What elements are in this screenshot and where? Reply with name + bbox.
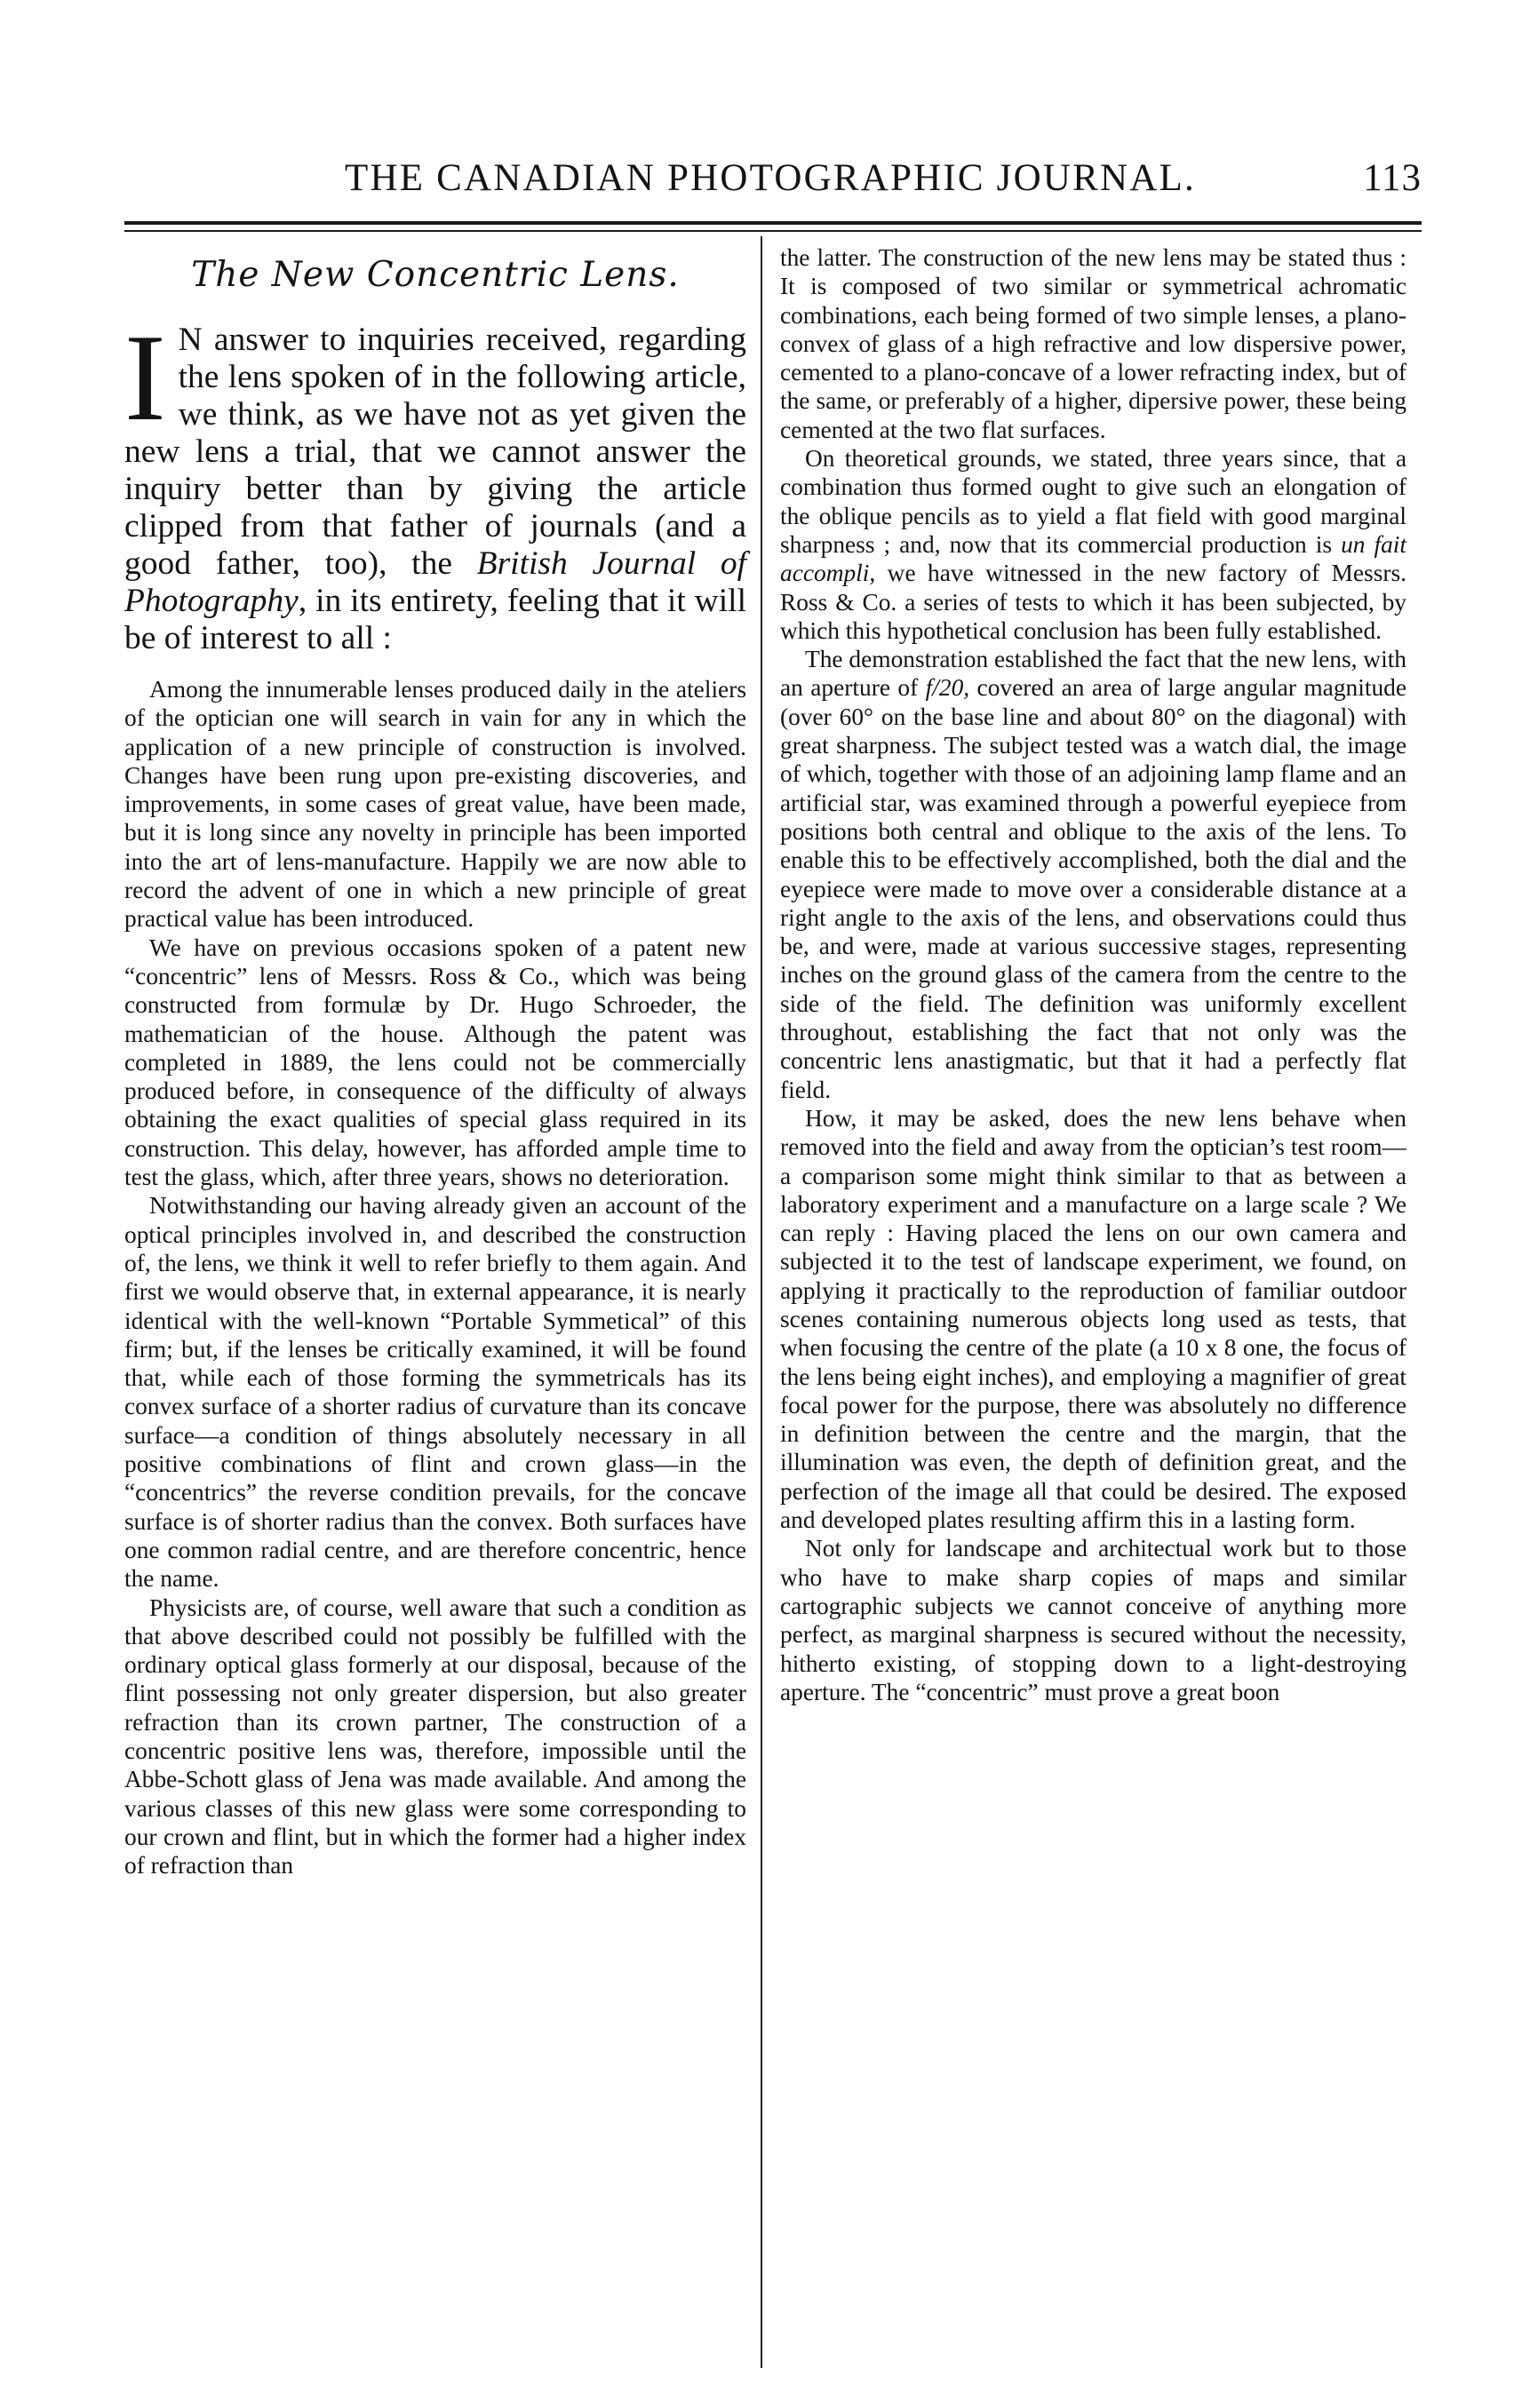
article-title: The New Concentric Lens.: [191, 255, 680, 295]
journal-name: British Journal of Photography: [124, 545, 746, 619]
body-paragraph: How, it may be asked, does the new lens behave when removed into the field and away from the optician’s test room—a comparison some might think similar to that as between a laboratory experiment and a manufacture on a large scale ? We can reply : Having placed the lens on our own camera and subjected it to the test of landscape experiment, we found, on applying it practically to the reproduction of familiar outdoor scenes containing numerous objects long used as tests, that when focusing the centre of the plate (a 10 x 8 one, the focus of the lens being eight inches), and employing a magnifier of great focal power for the purpose, there was absolutely no difference in definition between the centre and the margin, that the illumination was even, the depth of definition great, and the perfection of the image all that could be desired. The exposed and developed plates resulting affirm this in a lasting form.: [780, 1104, 1406, 1534]
body-paragraph: Among the innumerable lenses produced daily in the ateliers of the optician one will search in vain for any in which the application of a new principle of construction is involved. Changes have been rung upon pre-existing discoveries, and improvements, in some cases of great value, have been made, but it is long since any novelty in principle has been imported into the art of lens-manufacture. Happily we are now able to record the advent of one in which a new principle of great practical value has been introduced.: [124, 676, 746, 933]
body-paragraph: We have on previous occasions spoken of a patent new “concentric” lens of Messrs. Ross & Co., which was being constructed from formulæ by Dr. Hugo Schroeder, the mathematician of the house. Although the patent was completed in 1889, the lens could not be commercially produced before, in consequence of the difficulty of always obtaining the exact qualities of special glass required in its construction. This delay, however, has afforded ample time to test the glass, which, after three years, shows no deterioration.: [124, 934, 746, 1191]
body-paragraph: Notwithstanding our having already given an account of the optical principles involved in, and described the construction of, the lens, we think it well to refer briefly to them again. And first we would observe that, in external appearance, it is nearly identical with the well-known “Portable Symmetical” of this firm; but, if the lenses be critically examined, it will be found that, while each of those forming the symmetricals has its convex surface of a shorter radius of curvature than its concave surface—a condition of things absolutely necessary in all positive combinations of flint and crown glass—in the “concentrics” the reverse condition prevails, for the concave surface is of shorter radius than the convex. Both surfaces have one common radial centre, and are therefore concentric, hence the name.: [124, 1192, 746, 1593]
body-paragraph: Not only for landscape and architectual work but to those who have to make sharp copies of maps and similar cartographic subjects we cannot conceive of anything more perfect, as marginal sharpness is secured without the necessity, hitherto existing, of stopping down to a light-destroying aperture. The “concentric” must prove a great boon: [780, 1535, 1406, 1705]
body-paragraph: [780, 444, 1406, 645]
left-column: [124, 243, 746, 1880]
intro-text-a: N answer to inquiries received, regarding the lens spoken of in the following article, we think, as we have not as yet given the new lens a trial, that we cannot answer the inquiry better than by giving the article clipped from that father of journals (and a good father, too), the: [124, 322, 746, 582]
header-rule-thick: [124, 221, 1422, 225]
running-title: THE CANADIAN PHOTOGRAPHIC JOURNAL.: [345, 157, 1196, 199]
header-rule-thin: [124, 230, 1422, 232]
page-header: [124, 156, 1422, 206]
intro-paragraph: [124, 309, 746, 657]
right-column: [780, 243, 1406, 1706]
column-divider: [761, 236, 762, 2368]
p3-text-b: covered an area of large angular magnitude (over 60° on the base line and about 80° on the diagonal) with great sharpness. The subject tested was a watch dial, the image of which, together with those of an adjoining lamp flame and an artificial star, was examined through a powerful eyepiece from positions both central and oblique to the axis of the lens. To enable this to be effectively accomplished, both the dial and the eyepiece were made to move over a considerable distance at a right angle to the axis of the lens, and observations could thus be, and were, made at various successive stages, representing inches on the ground glass of the camera from the centre to the side of the field. The definition was uniformly excellent throughout, establishing the fact that not only was the concentric lens anastigmatic, but that it had a perfectly flat field.: [780, 674, 1407, 1103]
continued-paragraph: the latter. The construction of the new lens may be stated thus : It is composed of two similar or symmetrical achromatic combinations, each being formed of two simple lenses, a plano-convex of glass of a high refractive and low dispersive power, cemented to a plano-concave of a lower refracting index, but of the same, or preferably of a higher, dipersive power, these being cemented at the two flat surfaces.: [780, 244, 1406, 443]
drop-cap: I: [124, 309, 166, 447]
intro-text-b: , in its entirety, feeling that it will be of interest to all :: [124, 583, 746, 656]
aperture-value: f/20,: [925, 674, 970, 702]
p2-text-b: we have witnessed in the new factory of Messrs. Ross & Co. a series of tests to which it has been subjected, by which this hypothetical conclusion has been fully established.: [780, 560, 1406, 644]
p2-italic: un fait accompli,: [780, 530, 1407, 587]
body-paragraph: Physicists are, of course, well aware that such a condition as that above described could not possibly be fulfilled with the ordinary optical glass formerly at our disposal, because of the flint possessing not only greater dispersion, but also greater refraction than its crown partner, The construction of a concentric positive lens was, therefore, impossible until the Abbe-Schott glass of Jena was made available. And among the various classes of this new glass were some corresponding to our crown and flint, but in which the former had a higher index of refraction than: [124, 1593, 746, 1880]
body-paragraph: [780, 645, 1406, 1104]
page-number: 113: [1363, 157, 1422, 199]
p3-text-a: The demonstration established the fact that the new lens, with an aperture of: [780, 646, 1406, 702]
p2-text-a: On theoretical grounds, we stated, three years since, that a combination thus formed ought to give such an elongation of the oblique pencils as to yield a flat field with good marginal sharpness ; and, now that its commercial production is: [780, 445, 1406, 558]
